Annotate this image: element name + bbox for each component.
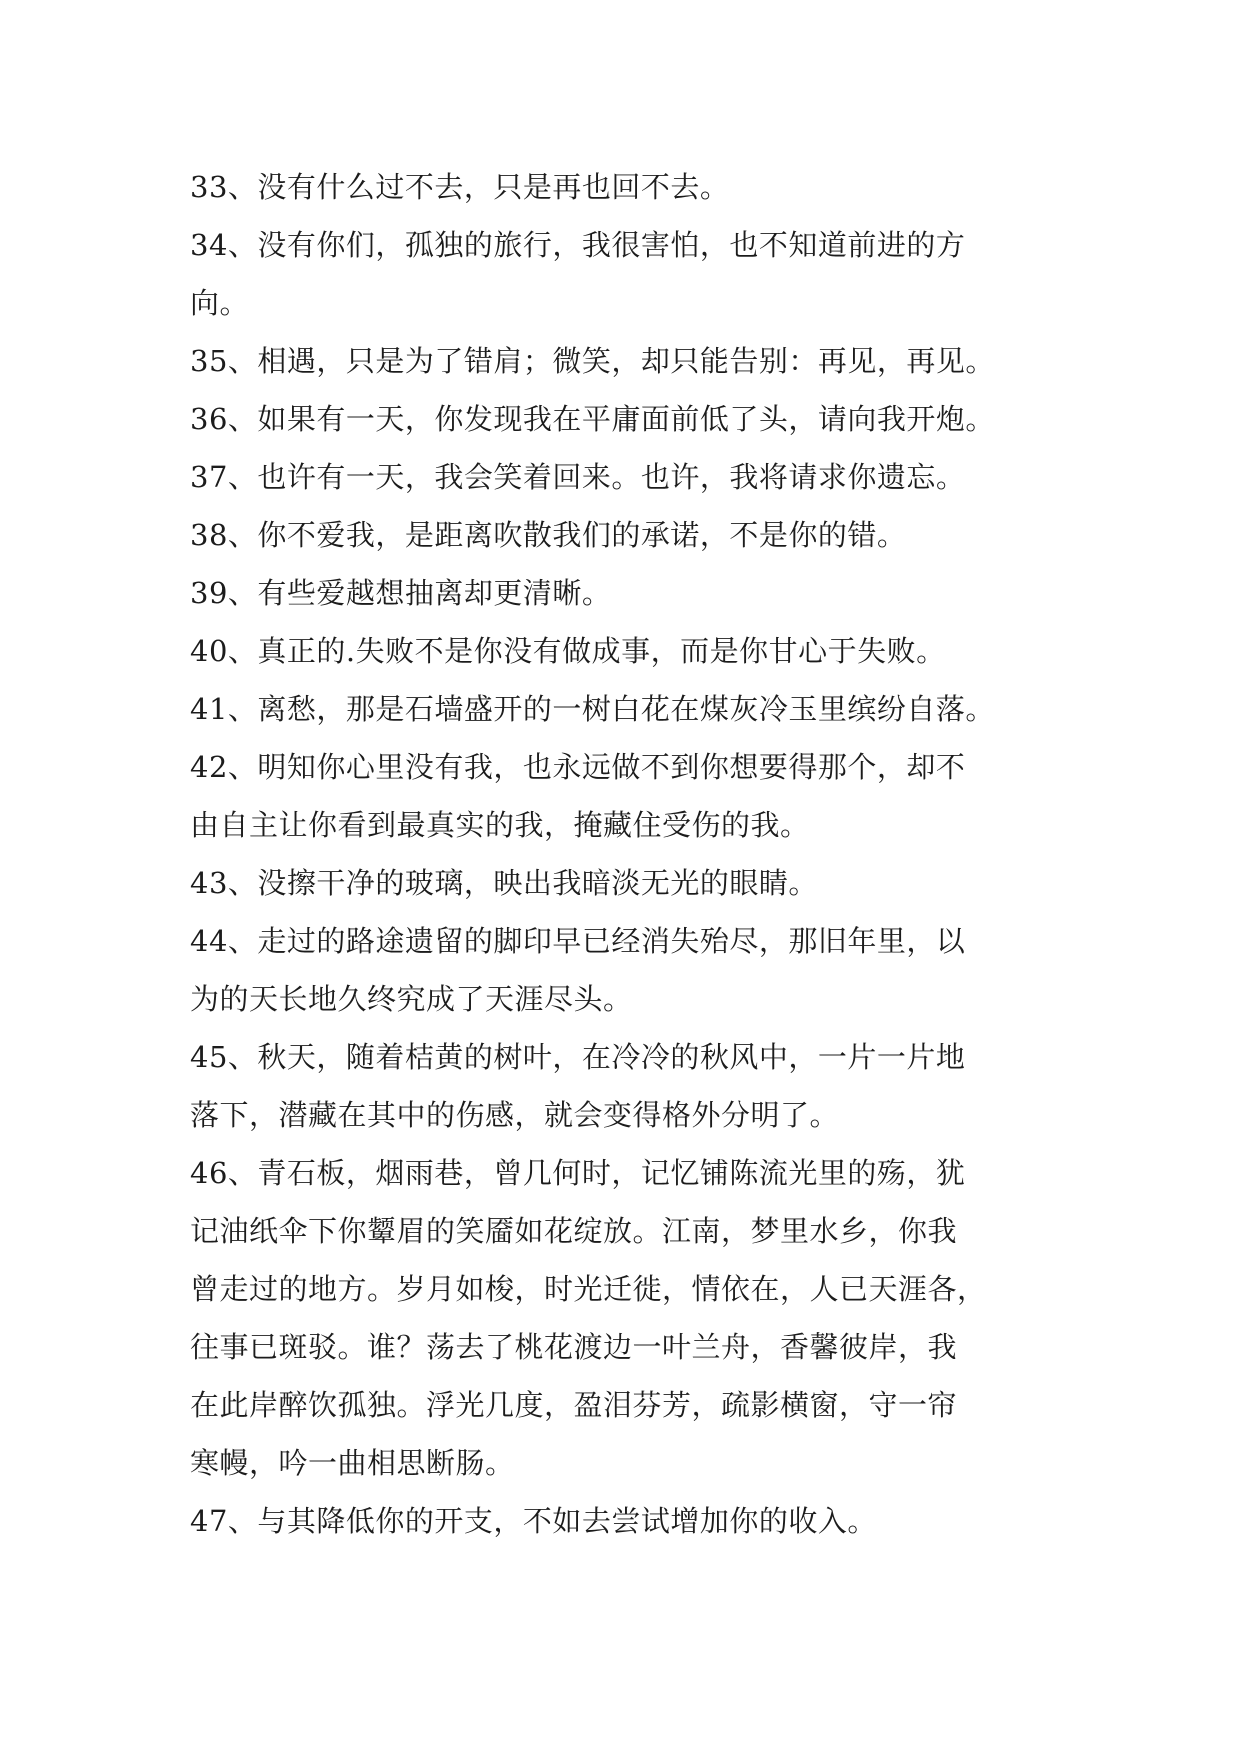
text-line: 落下，潜藏在其中的伤感，就会变得格外分明了。 bbox=[190, 1098, 840, 1132]
text-line: 35、相遇，只是为了错肩；微笑，却只能告别：再见，再见。 bbox=[190, 344, 995, 378]
text-line: 寒幔，吟一曲相思断肠。 bbox=[190, 1446, 515, 1480]
text-line: 36、如果有一天，你发现我在平庸面前低了头，请向我开炮。 bbox=[190, 402, 995, 436]
document-body bbox=[190, 158, 1070, 1550]
text-line: 44、走过的路途遗留的脚印早已经消失殆尽，那旧年里，以 bbox=[190, 924, 966, 958]
text-line: 曾走过的地方。岁月如梭，时光迁徙，情依在，人已天涯各， bbox=[190, 1272, 987, 1306]
text-line: 在此岸醉饮孤独。浮光几度，盈泪芬芳，疏影横窗，守一帘 bbox=[190, 1388, 958, 1422]
text-line: 47、与其降低你的开支，不如去尝试增加你的收入。 bbox=[190, 1504, 877, 1538]
text-line: 46、青石板，烟雨巷，曾几何时，记忆铺陈流光里的殇，犹 bbox=[190, 1156, 966, 1190]
text-line: 为的天长地久终究成了天涯尽头。 bbox=[190, 982, 633, 1016]
text-line: 34、没有你们，孤独的旅行，我很害怕，也不知道前进的方 bbox=[190, 228, 966, 262]
text-line: 43、没擦干净的玻璃，映出我暗淡无光的眼睛。 bbox=[190, 866, 818, 900]
text-line: 往事已斑驳。谁？荡去了桃花渡边一叶兰舟，香馨彼岸，我 bbox=[190, 1330, 958, 1364]
text-line: 41、离愁，那是石墙盛开的一树白花在煤灰冷玉里缤纷自落。 bbox=[190, 692, 995, 726]
text-line: 45、秋天，随着桔黄的树叶，在冷冷的秋风中，一片一片地 bbox=[190, 1040, 966, 1074]
text-line: 向。 bbox=[190, 286, 250, 320]
text-line: 42、明知你心里没有我，也永远做不到你想要得那个，却不 bbox=[190, 750, 966, 784]
text-line: 39、有些爱越想抽离却更清晰。 bbox=[190, 576, 612, 610]
text-line: 40、真正的.失败不是你没有做成事，而是你甘心于失败。 bbox=[190, 634, 946, 668]
text-line: 记油纸伞下你颦眉的笑靥如花绽放。江南，梦里水乡，你我 bbox=[190, 1214, 958, 1248]
text-line: 由自主让你看到最真实的我，掩藏住受伤的我。 bbox=[190, 808, 810, 842]
text-line: 38、你不爱我，是距离吹散我们的承诺，不是你的错。 bbox=[190, 518, 907, 552]
text-line: 37、也许有一天，我会笑着回来。也许，我将请求你遗忘。 bbox=[190, 460, 966, 494]
text-line: 33、没有什么过不去，只是再也回不去。 bbox=[190, 170, 730, 204]
